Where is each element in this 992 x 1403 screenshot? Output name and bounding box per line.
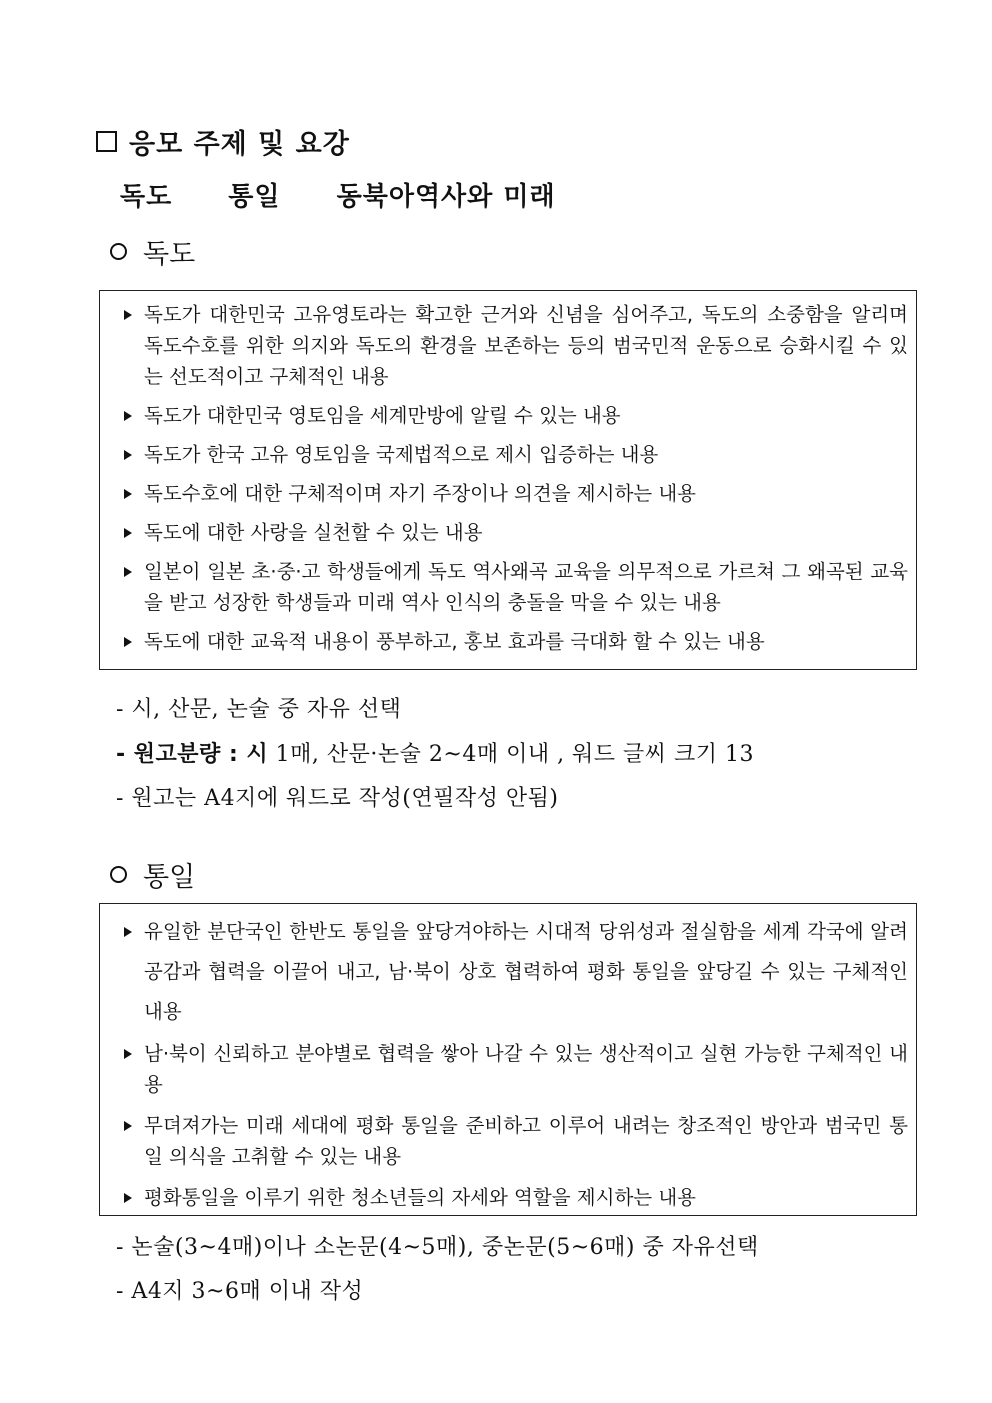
section-heading-unification (110, 855, 195, 894)
triangle-bullet-icon (124, 310, 132, 320)
triangle-bullet-icon (124, 567, 132, 577)
triangle-bullet-icon (124, 528, 132, 538)
list-item: 독도가 대한민국 고유영토라는 확고한 근거와 신념을 심어주고, 독도의 소중함을 알리며 독도수호를 위한 의지와 독도의 환경을 보존하는 등의 범국민적 운동으로 승화시킬 수 있는 선도적이고 구체적인 내용 (120, 299, 908, 392)
list-item: 독도에 대한 교육적 내용이 풍부하고, 홍보 효과를 극대화 할 수 있는 내용 (120, 626, 908, 657)
dokdo-writing-note: - 원고는 A4지에 워드로 작성(연필작성 안됨) (116, 786, 559, 811)
list-item: 독도가 대한민국 영토임을 세계만방에 알릴 수 있는 내용 (120, 400, 908, 431)
list-item: 남·북이 신뢰하고 분야별로 협력을 쌓아 나갈 수 있는 생산적이고 실현 가능한 구체적인 내용 (120, 1038, 908, 1100)
triangle-bullet-icon (124, 1121, 132, 1131)
list-item: 독도에 대한 사랑을 실천할 수 있는 내용 (120, 517, 908, 548)
triangle-bullet-icon (124, 450, 132, 460)
list-item: 독도수호에 대한 구체적이며 자기 주장이나 의견을 제시하는 내용 (120, 478, 908, 509)
dokdo-length-note (116, 737, 754, 768)
triangle-bullet-icon (124, 1193, 132, 1203)
unification-length-note: - A4지 3~6매 이내 작성 (116, 1279, 364, 1304)
list-item: 평화통일을 이루기 위한 청소년들의 자세와 역할을 제시하는 내용 (120, 1182, 908, 1213)
triangle-bullet-icon (124, 927, 132, 937)
section-title-dokdo: 독도 (143, 239, 196, 270)
unification-criteria-box (99, 903, 917, 1216)
section-title-unification: 통일 (143, 862, 196, 893)
circle-bullet-icon (110, 866, 127, 883)
section-heading-dokdo (110, 232, 195, 271)
dokdo-length-value: 1매, 산문·논술 2~4매 이내 , 워드 글씨 크기 13 (268, 742, 755, 767)
triangle-bullet-icon (124, 637, 132, 647)
dokdo-length-label: - 원고분량 : 시 (116, 742, 269, 767)
dokdo-criteria-box (99, 290, 917, 670)
page-title-text: 응모 주제 및 요강 (129, 129, 350, 160)
page-title (96, 122, 350, 161)
triangle-bullet-icon (124, 1049, 132, 1059)
dokdo-format-note: - 시, 산문, 논술 중 자유 선택 (116, 697, 402, 722)
list-item: 무뎌져가는 미래 세대에 평화 통일을 준비하고 이루어 내려는 창조적인 방안과 범국민 통일 의식을 고취할 수 있는 내용 (120, 1110, 908, 1172)
triangle-bullet-icon (124, 411, 132, 421)
circle-bullet-icon (110, 243, 127, 260)
topic-northeast-asia: 동북아역사와 미래 (336, 182, 556, 212)
topic-unification: 통일 (228, 182, 281, 212)
topic-list (120, 176, 602, 213)
list-item: 독도가 한국 고유 영토임을 국제법적으로 제시 입증하는 내용 (120, 439, 908, 470)
checkbox-icon (96, 131, 117, 152)
list-item: 일본이 일본 초·중·고 학생들에게 독도 역사왜곡 교육을 의무적으로 가르쳐 그 왜곡된 교육을 받고 성장한 학생들과 미래 역사 인식의 충돌을 막을 수 있는 내용 (120, 556, 908, 618)
topic-dokdo: 독도 (120, 182, 173, 212)
triangle-bullet-icon (124, 489, 132, 499)
unification-format-note: - 논술(3~4매)이나 소논문(4~5매), 중논문(5~6매) 중 자유선택 (116, 1235, 759, 1260)
list-item: 유일한 분단국인 한반도 통일을 앞당겨야하는 시대적 당위성과 절실함을 세계 각국에 알려 공감과 협력을 이끌어 내고, 남·북이 상호 협력하여 평화 통일을 앞당길 수 있는 구체적인 내용 (120, 912, 908, 1032)
